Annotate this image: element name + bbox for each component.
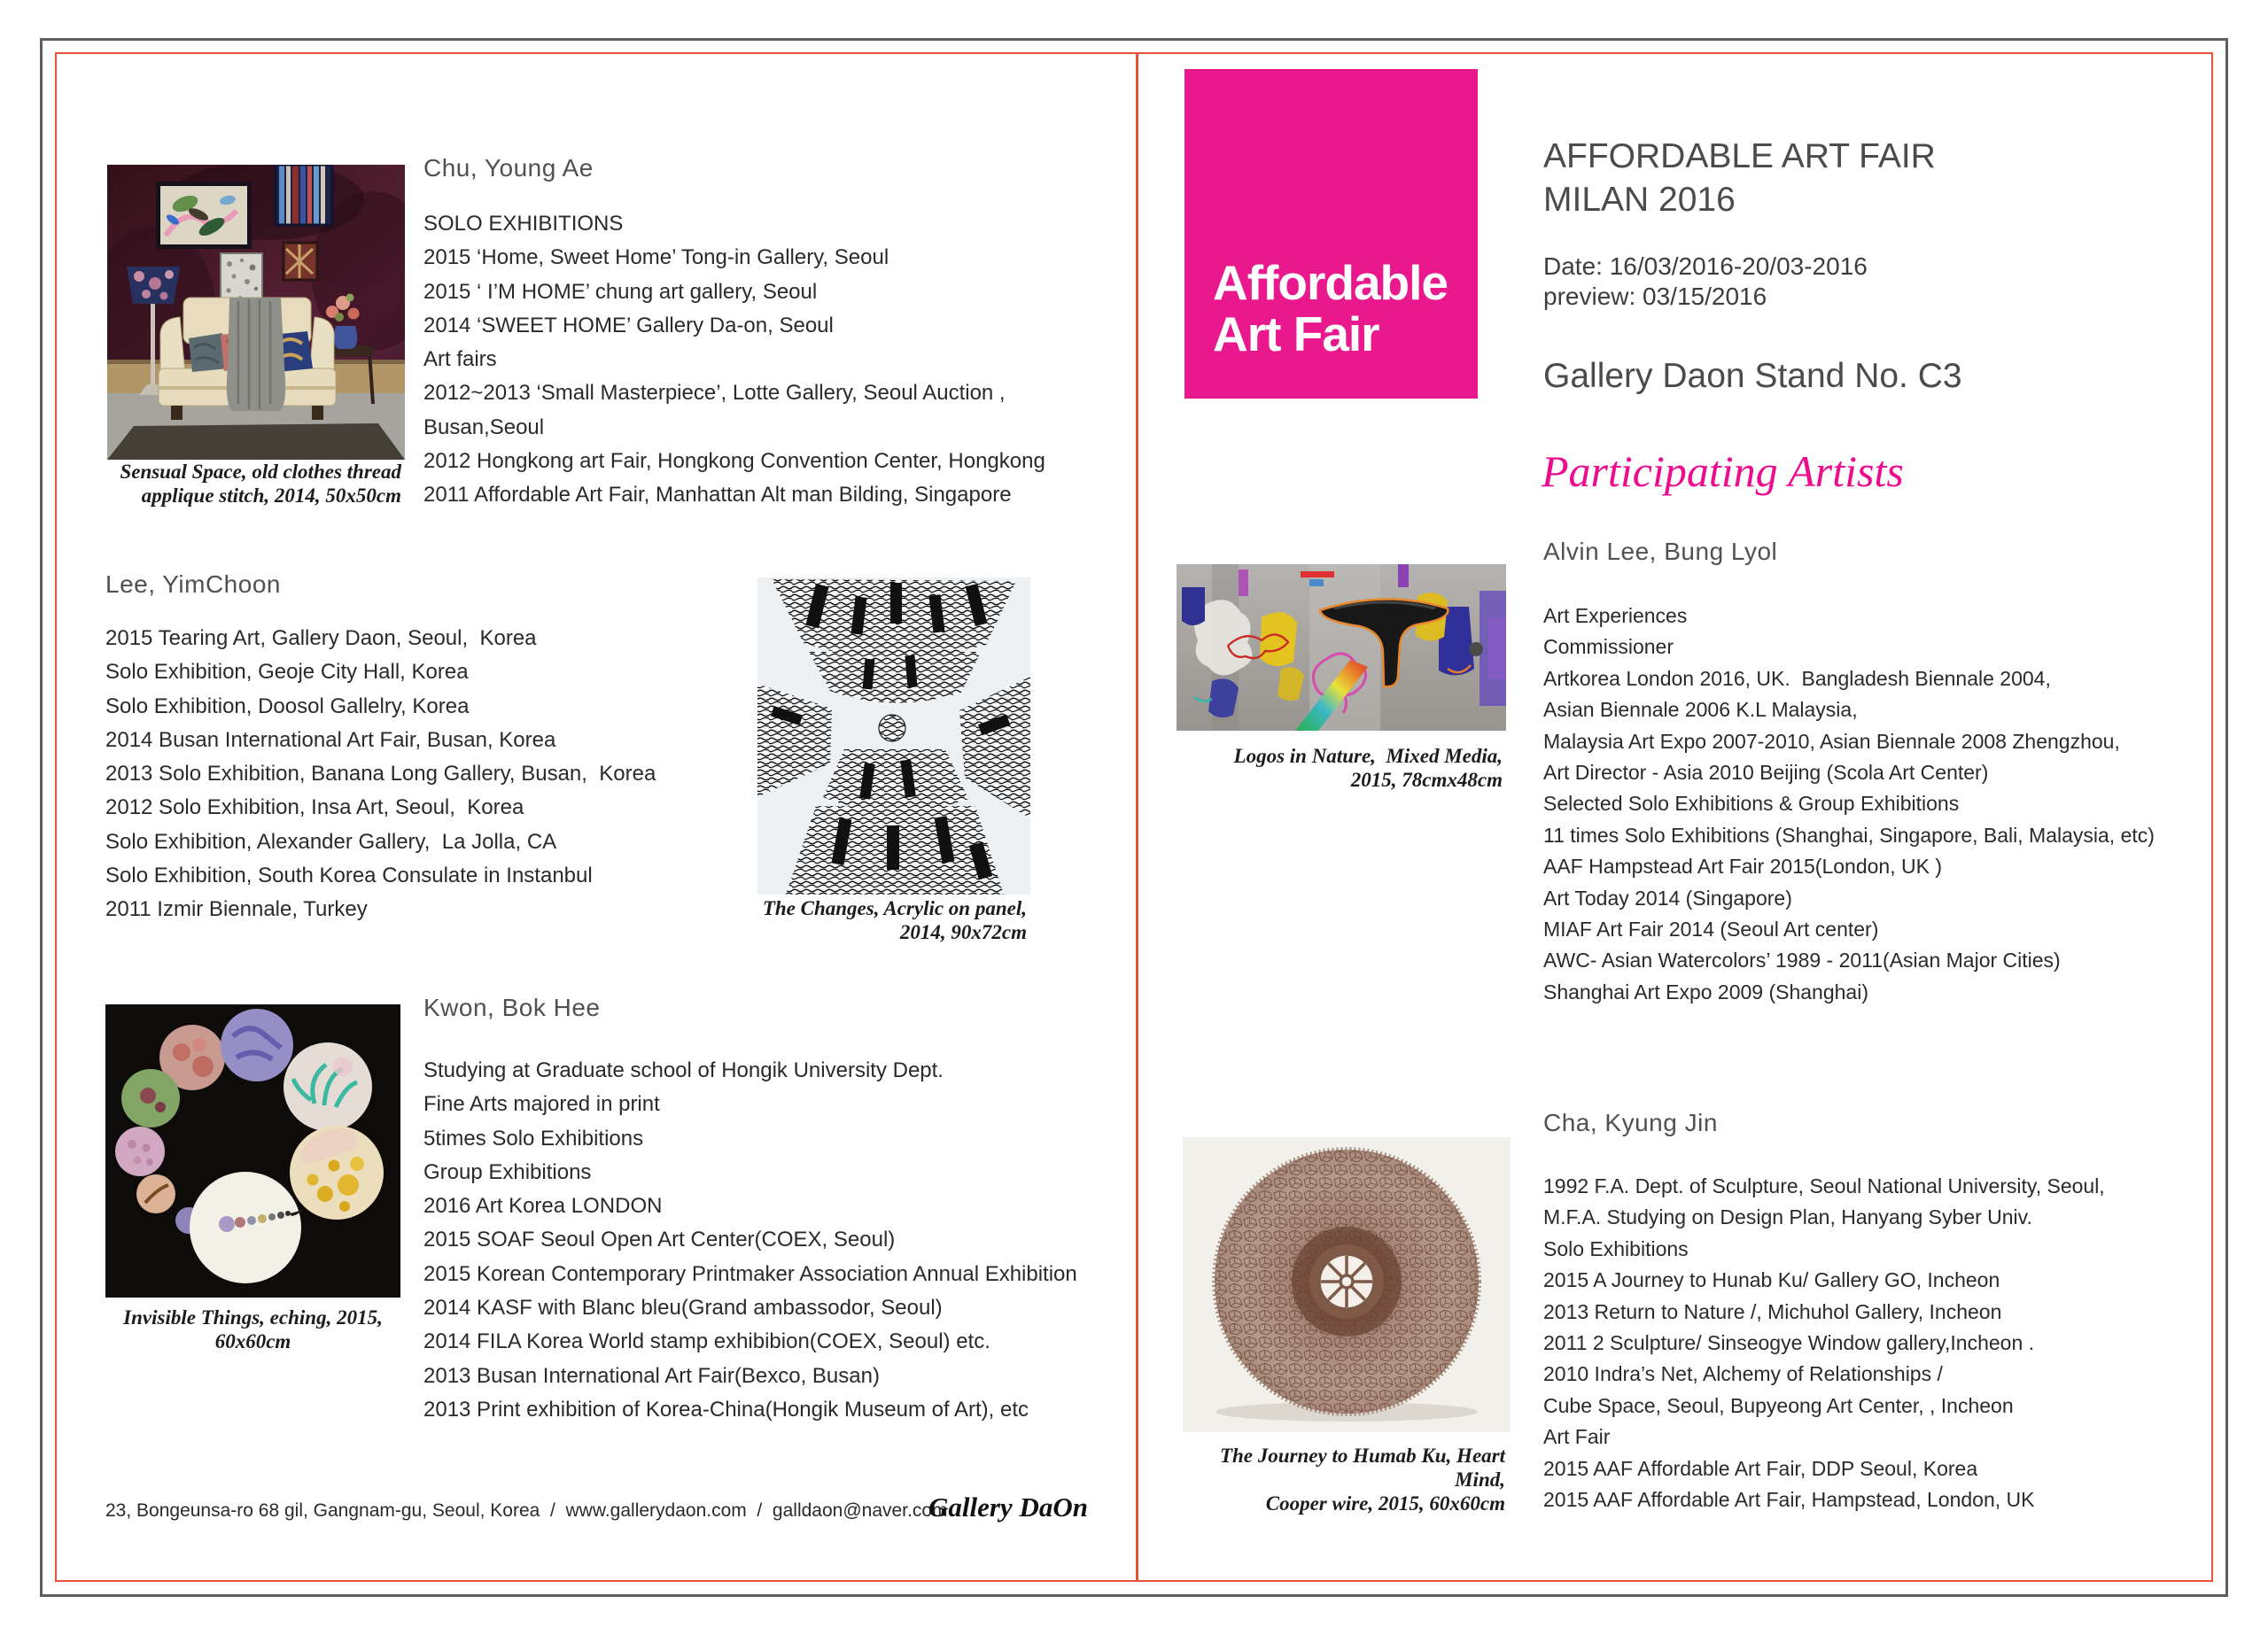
bio-list-alvin-lee — [1543, 601, 2234, 1008]
logo-line-1: Affordable — [1213, 255, 1448, 310]
artwork-logos-in-nature-image — [1177, 564, 1506, 731]
bio-line: Art Fair — [1543, 1425, 1611, 1449]
caption-line: Invisible Things, eching, 2015, 60x60cm — [123, 1306, 388, 1352]
bio-list-kwon-bok-hee — [423, 1054, 1115, 1427]
bio-list-chu-young-ae — [423, 207, 1097, 513]
caption-line: The Changes, Acrylic on panel, — [762, 897, 1027, 919]
bio-line: Malaysia Art Expo 2007-2010, Asian Biennale 2008 Zhengzhou, — [1543, 729, 2120, 753]
bio-line: MIAF Art Fair 2014 (Seoul Art center) — [1543, 918, 1879, 941]
bio-line: 2011 2 Sculpture/ Sinseogye Window gallery,Incheon . — [1543, 1331, 2035, 1355]
gallery-address: 23, Bongeunsa-ro 68 gil, Gangnam-gu, Seoul, Korea / www.gallerydaon.com / galldaon@naver.com — [105, 1500, 948, 1521]
bio-line: Artkorea London 2016, UK. Bangladesh Biennale 2004, — [1543, 666, 2051, 690]
bio-line: Commissioner — [1543, 635, 1674, 659]
participating-artists-heading: Participating Artists — [1542, 446, 1904, 496]
bio-line: 1992 F.A. Dept. of Sculpture, Seoul National University, Seoul, — [1543, 1174, 2105, 1197]
bio-line: 2015 AAF Affordable Art Fair, Hampstead, London, UK — [1543, 1488, 2035, 1512]
bio-line: AAF Hampstead Art Fair 2015(London, UK ) — [1543, 855, 1942, 879]
artist-name-kwon-bok-hee: Kwon, Bok Hee — [423, 994, 601, 1021]
caption-line: The Journey to Humab Ku, Heart Mind, — [1219, 1445, 1516, 1491]
bio-line: 2011 Izmir Biennale, Turkey — [105, 897, 368, 922]
bio-line: 2015 Korean Contemporary Printmaker Association Annual Exhibition — [423, 1261, 1077, 1286]
bio-line: 2015 ‘Home, Sweet Home’ Tong-in Gallery, Seoul — [423, 245, 889, 270]
bio-line: Solo Exhibition, Doosol Gallelry, Korea — [105, 694, 470, 718]
bio-line: 2016 Art Korea LONDON — [423, 1194, 663, 1219]
bio-line: 5times Solo Exhibitions — [423, 1126, 644, 1151]
caption-logos-in-nature — [1177, 744, 1503, 792]
artist-name-cha-kyung-jin: Cha, Kyung Jin — [1543, 1109, 1718, 1136]
artwork-the-changes-image — [757, 577, 1030, 895]
bio-line: SOLO EXHIBITIONS — [423, 212, 624, 236]
bio-line: 2010 Indra’s Net, Alchemy of Relationships / — [1543, 1362, 1943, 1386]
caption-line: Sensual Space, old clothes thread — [120, 461, 401, 483]
bio-line: 2014 Busan International Art Fair, Busan, Korea — [105, 727, 556, 752]
fair-title-line-2: MILAN 2016 — [1543, 181, 1736, 219]
bio-line: Fine Arts majored in print — [423, 1092, 660, 1117]
bio-list-lee-yimchoon — [105, 622, 743, 927]
bio-line: 2015 AAF Affordable Art Fair, DDP Seoul, Korea — [1543, 1456, 1978, 1480]
bio-line: 2011 Affordable Art Fair, Manhattan Alt man Bilding, Singapore — [423, 483, 1012, 508]
artist-name-alvin-lee: Alvin Lee, Bung Lyol — [1543, 538, 1778, 565]
bio-line: 2012~2013 ‘Small Masterpiece’, Lotte Gallery, Seoul Auction , — [423, 381, 1006, 406]
artist-name-lee-yimchoon: Lee, YimChoon — [105, 570, 281, 598]
bio-line: Art Experiences — [1543, 604, 1688, 627]
bio-line: 2012 Solo Exhibition, Insa Art, Seoul, Korea — [105, 795, 524, 820]
bio-line: Solo Exhibition, Geoje City Hall, Korea — [105, 660, 469, 685]
caption-line: applique stitch, 2014, 50x50cm — [141, 484, 401, 507]
caption-line: Logos in Nature, Mixed Media, — [1233, 745, 1503, 767]
bio-list-cha-kyung-jin — [1543, 1171, 2234, 1515]
bio-line: 2013 Busan International Art Fair(Bexco, Busan) — [423, 1363, 880, 1388]
bio-line: 2014 FILA Korea World stamp exhibibion(COEX, Seoul) etc. — [423, 1329, 990, 1354]
bio-line: M.F.A. Studying on Design Plan, Hanyang Syber Univ. — [1543, 1205, 2032, 1229]
bio-line: Shanghai Art Expo 2009 (Shanghai) — [1543, 980, 1868, 1003]
bio-line: 2013 Solo Exhibition, Banana Long Gallery, Busan, Korea — [105, 762, 656, 787]
bio-line: 2015 Tearing Art, Gallery Daon, Seoul, Korea — [105, 626, 537, 650]
center-divider-line — [1136, 52, 1138, 1582]
bio-line: Busan,Seoul — [423, 415, 545, 439]
gallery-daon-logo: Gallery DaOn — [928, 1492, 1088, 1523]
artwork-invisible-things-image — [105, 1004, 400, 1298]
bio-line: Solo Exhibition, South Korea Consulate in Instanbul — [105, 864, 593, 888]
artwork-sensual-space-image — [107, 165, 405, 460]
bio-line: 2013 Print exhibition of Korea-China(Hongik Museum of Art), etc — [423, 1397, 1029, 1422]
bio-line: Art Today 2014 (Singapore) — [1543, 886, 1792, 910]
bio-line: Asian Biennale 2006 K.L Malaysia, — [1543, 698, 1858, 722]
bio-line: Selected Solo Exhibitions & Group Exhibitions — [1543, 792, 1960, 816]
bio-line: Solo Exhibitions — [1543, 1236, 1689, 1260]
bio-line: Solo Exhibition, Alexander Gallery, La Jolla, CA — [105, 829, 557, 854]
bio-line: Studying at Graduate school of Hongik University Dept. — [423, 1058, 944, 1082]
bio-line: 2015 SOAF Seoul Open Art Center(COEX, Seoul) — [423, 1228, 896, 1252]
fair-preview-date: preview: 03/15/2016 — [1543, 283, 1767, 310]
bio-line: 11 times Solo Exhibitions (Shanghai, Singapore, Bali, Malaysia, etc) — [1543, 823, 2155, 847]
caption-sensual-space — [107, 460, 401, 508]
artwork-journey-to-humab-ku-image — [1183, 1137, 1511, 1432]
bio-line: 2014 ‘SWEET HOME’ Gallery Da-on, Seoul — [423, 313, 834, 337]
caption-line: Cooper wire, 2015, 60x60cm — [1265, 1492, 1505, 1515]
bio-line: 2013 Return to Nature /, Michuhol Gallery, Incheon — [1543, 1299, 2002, 1323]
caption-the-changes — [757, 896, 1027, 944]
logo-line-2: Art Fair — [1213, 306, 1379, 361]
caption-line: 2015, 78cmx48cm — [1350, 769, 1503, 791]
bio-line: 2015 ‘ I’M HOME’ chung art gallery, Seoul — [423, 279, 818, 304]
fair-title-line-1: AFFORDABLE ART FAIR — [1543, 137, 1936, 175]
bio-line: Cube Space, Seoul, Bupyeong Art Center, , Incheon — [1543, 1393, 2014, 1417]
bio-line: AWC- Asian Watercolors’ 1989 - 2011(Asian Major Cities) — [1543, 949, 2061, 972]
affordable-art-fair-logo — [1184, 69, 1478, 399]
artist-name-chu-young-ae: Chu, Young Ae — [423, 154, 594, 182]
bio-line: 2012 Hongkong art Fair, Hongkong Convention Center, Hongkong — [423, 449, 1045, 474]
bio-line: 2015 A Journey to Hunab Ku/ Gallery GO, Incheon — [1543, 1268, 2000, 1292]
fair-dates: Date: 16/03/2016-20/03-2016 — [1543, 252, 1868, 280]
caption-line: 2014, 90x72cm — [899, 921, 1027, 943]
bio-line: Art fairs — [423, 347, 497, 372]
gallery-stand-number: Gallery Daon Stand No. C3 — [1543, 357, 1962, 395]
bio-line: Group Exhibitions — [423, 1159, 592, 1184]
caption-journey-to-humab-ku — [1183, 1444, 1516, 1515]
caption-invisible-things — [105, 1306, 400, 1353]
bio-line: 2014 KASF with Blanc bleu(Grand ambassodor, Seoul) — [423, 1296, 943, 1321]
bio-line: Art Director - Asia 2010 Beijing (Scola Art Center) — [1543, 761, 1989, 785]
